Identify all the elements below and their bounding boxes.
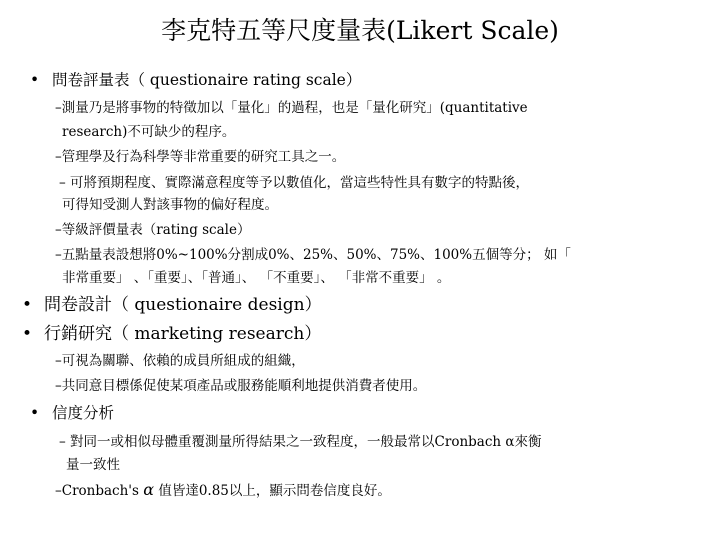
cronbach-prefix: –Cronbach's (55, 483, 144, 499)
heading-text: 信度分析 (52, 404, 115, 422)
alpha-symbol: α (143, 480, 155, 499)
list-item: –測量乃是將事物的特徵加以「量化」的過程，也是「量化研究」(quantitative (55, 100, 528, 116)
list-item: –等級評價量表（rating scale） (55, 222, 251, 238)
bullet-icon: • (30, 71, 40, 89)
section-heading-marketing-research (22, 322, 321, 346)
list-item: 量一致性 (66, 457, 120, 473)
list-item: –共同意目標係促使某項產品或服務能順利地提供消費者使用。 (55, 378, 427, 394)
list-item-cronbach (55, 480, 391, 501)
heading-text: 問卷設計（ questionaire design） (44, 295, 322, 315)
list-item: 可得知受測人對該事物的偏好程度。 (62, 197, 278, 213)
section-heading-rating-scale (30, 69, 361, 91)
list-item: –可視為關聯、依賴的成員所組成的組織， (55, 353, 305, 369)
section-heading-reliability-analysis (30, 402, 114, 424)
heading-text: 行銷研究（ marketing research） (44, 324, 322, 344)
slide-title: 李克特五等尺度量表(Likert Scale) (161, 16, 559, 45)
section-heading-questionnaire-design (22, 293, 322, 317)
bullet-icon: • (22, 295, 33, 315)
bullet-icon: • (30, 404, 40, 422)
list-item: –五點量表設想將0%~100%分割成0%、25%、50%、75%、100%五個等分； 如「 (55, 247, 571, 263)
list-item: – 對同一或相似母體重覆測量所得結果之一致程度，一般最常以Cronbach α來衡 (59, 434, 542, 450)
bullet-icon: • (22, 324, 33, 344)
list-item: 非常重要」 、「重要」、「普通」、 「不重要」、 「非常不重要」 。 (62, 270, 451, 286)
list-item: –管理學及行為科學等非常重要的研究工具之一。 (55, 149, 346, 165)
list-item: – 可將預期程度、實際滿意程度等予以數值化，當這些特性具有數字的特點後， (59, 175, 530, 191)
list-item: research)不可缺少的程序。 (62, 124, 236, 140)
heading-text: 問卷評量表（ questionaire rating scale） (52, 71, 362, 89)
cronbach-suffix: 值皆達0.85以上，顯示問卷信度良好。 (154, 483, 391, 499)
